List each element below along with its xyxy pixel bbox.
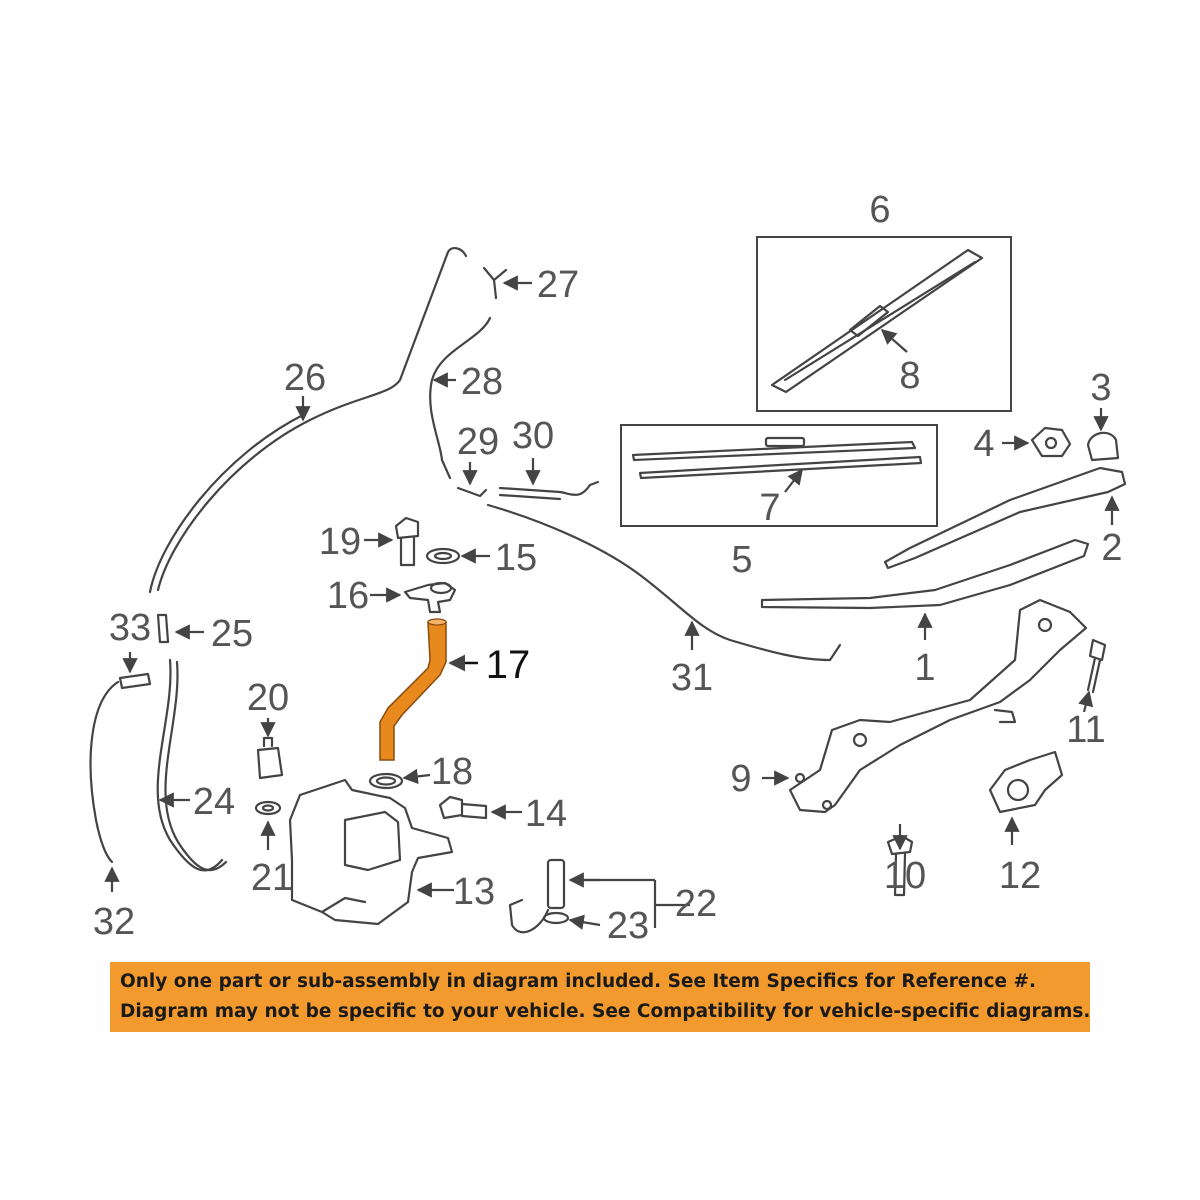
callout-22: 22 xyxy=(674,883,718,925)
callout-26: 26 xyxy=(283,357,327,399)
callout-10: 10 xyxy=(883,855,927,897)
part-22-level-sensor xyxy=(510,860,690,932)
callout-23: 23 xyxy=(606,905,650,947)
callout-2: 2 xyxy=(1101,527,1123,569)
callout-labels xyxy=(93,189,1123,947)
callout-30: 30 xyxy=(511,415,555,457)
callout-3: 3 xyxy=(1090,367,1112,409)
part-7-blade-refill xyxy=(785,470,802,492)
callout-4: 4 xyxy=(973,423,995,465)
part-11-bolt xyxy=(1084,640,1105,712)
part-17-filler-neck-highlighted xyxy=(380,619,478,760)
part-27-hose-joint xyxy=(484,268,532,298)
callout-17-highlighted: 17 xyxy=(485,643,531,687)
part-2-wiper-arm xyxy=(885,468,1125,568)
callout-13: 13 xyxy=(452,871,496,913)
callout-14: 14 xyxy=(524,793,568,835)
part-6-wiper-blade-assembly xyxy=(757,237,1011,411)
part-18-seal xyxy=(370,774,430,788)
part-16-bracket xyxy=(370,583,455,612)
part-14-bolt xyxy=(440,797,522,818)
callout-15: 15 xyxy=(494,537,538,579)
callout-21: 21 xyxy=(250,857,294,899)
part-29-clip xyxy=(458,462,486,496)
callout-18: 18 xyxy=(430,751,474,793)
part-19-bolt xyxy=(364,518,418,565)
part-4-nut xyxy=(1002,428,1070,456)
disclaimer-banner xyxy=(110,962,1090,1032)
callout-1: 1 xyxy=(914,647,936,689)
callout-6: 6 xyxy=(869,189,891,231)
callout-29: 29 xyxy=(456,421,500,463)
callout-24: 24 xyxy=(192,781,236,823)
callout-7: 7 xyxy=(759,487,781,529)
callout-25: 25 xyxy=(210,613,254,655)
part-21-grommet xyxy=(256,802,280,850)
part-33-hose-joint xyxy=(120,652,150,688)
part-3-cap xyxy=(1088,408,1118,460)
callout-31: 31 xyxy=(670,657,714,699)
part-30-washer-hose xyxy=(500,458,598,499)
part-25-nozzle xyxy=(158,615,204,642)
part-8-blade-refill xyxy=(882,330,907,352)
callout-27: 27 xyxy=(536,264,580,306)
callout-32: 32 xyxy=(92,901,136,943)
callout-9: 9 xyxy=(730,758,752,800)
callout-16: 16 xyxy=(326,575,370,617)
disclaimer-line-1: Only one part or sub-assembly in diagram included. See Item Specifics for Reference #. xyxy=(120,971,1037,992)
part-26-washer-hose xyxy=(150,248,466,592)
part-24-washer-hose xyxy=(158,660,226,870)
callout-20: 20 xyxy=(246,677,290,719)
part-13-washer-reservoir xyxy=(290,780,454,924)
part-20-washer-pump xyxy=(258,718,282,778)
callout-8: 8 xyxy=(899,355,921,397)
callout-12: 12 xyxy=(998,855,1042,897)
disclaimer-line-2: Diagram may not be specific to your vehicle. See Compatibility for vehicle-specific diagrams. xyxy=(120,1001,1091,1022)
callout-28: 28 xyxy=(460,361,504,403)
callout-5: 5 xyxy=(731,539,753,581)
part-32-washer-hose xyxy=(91,682,118,892)
part-23-grommet xyxy=(544,913,600,925)
callout-11: 11 xyxy=(1066,709,1106,751)
part-31-washer-hose xyxy=(488,505,840,660)
part-15-washer-ring xyxy=(427,549,490,563)
callout-33: 33 xyxy=(108,607,152,649)
callout-19: 19 xyxy=(318,521,362,563)
part-12-wiper-motor xyxy=(990,752,1062,845)
